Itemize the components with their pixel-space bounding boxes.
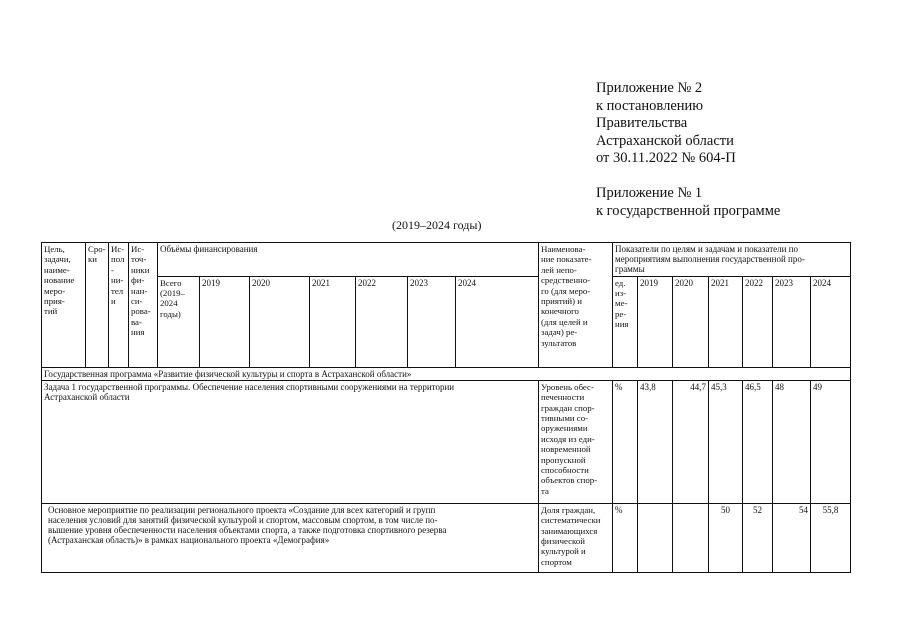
header-indicator-line: зультатов (541, 337, 577, 348)
appendix-2-line: Правительства (596, 115, 688, 131)
main-event-title (42, 503, 539, 572)
header-executors (109, 243, 129, 368)
header-sources-line: точ- (131, 254, 147, 265)
main-event-title-line: вышение уровня обеспеченности населения объектами спорта, а также подготовка спортивного резерва (48, 525, 447, 536)
header-executors-line: тели (111, 285, 124, 307)
header-unit-line: ме- (615, 298, 628, 309)
task-1-title-line: Астраханской области (44, 392, 130, 403)
task-1-value: 43,8 (638, 380, 673, 503)
task-1-indicator-line: печенности (541, 392, 585, 403)
header-funding-year: 2023 (408, 276, 456, 367)
header-indicator-year: 2023 (773, 276, 811, 367)
period-label: (2019–2024 годы) (392, 218, 482, 232)
header-funding-year: 2020 (250, 276, 310, 367)
task-1-value: 49 (811, 380, 851, 503)
header-indicator-year: 2021 (709, 276, 743, 367)
header-funding-total-line: 2024 (160, 298, 178, 309)
main-event-title-line: Основное мероприятие по реализации регионального проекта «Создание для всех категорий и групп (48, 504, 436, 515)
task-1-indicator-line: новременной (541, 444, 591, 455)
main-event-title-line: населения условий для занятий физической культурой и спортом, массовым спортом, в том числе по- (48, 515, 438, 526)
program-title: Государственная программа «Развитие физической культуры и спорта в Астраханской области» (42, 367, 851, 380)
header-sources-line: фи- (131, 275, 145, 286)
header-indicator-line: го (для меро- (541, 285, 591, 296)
task-1-indicator-line: оружениями (541, 423, 588, 434)
header-funding-total-line: Всего (160, 277, 182, 288)
header-indicators-line: граммы (615, 264, 645, 275)
main-event-indicator (539, 503, 613, 572)
header-row-2 (42, 276, 851, 367)
header-sources-line: ния (131, 327, 145, 338)
main-event-indicator-line: культурой и (541, 546, 586, 557)
appendix-2-block (596, 80, 736, 168)
task-1-indicator-line: граждан спор- (541, 402, 595, 413)
header-indicator-line: задач) ре- (541, 327, 578, 338)
header-sources (129, 243, 158, 368)
task-1-row (42, 380, 851, 503)
appendix-2-line: Приложение № 2 (596, 80, 703, 96)
header-funding: Объёмы финансирования (158, 243, 539, 277)
main-event-title-line: (Астраханская область)» в рамках национального проекта «Демография» (48, 535, 330, 546)
header-goal-line: наиме- (44, 264, 70, 275)
task-1-value: 46,5 (743, 380, 773, 503)
header-unit-line: ед. (615, 277, 626, 288)
header-row-1 (42, 243, 851, 277)
header-goal-line: меро- (44, 285, 66, 296)
header-indicator-line: лей непо- (541, 264, 577, 275)
header-sources-line: нан- (131, 285, 148, 296)
program-table (41, 242, 851, 573)
header-indicators-line: мероприятиям выполнения государственной про- (615, 254, 805, 265)
header-goal-line: нование (44, 275, 75, 286)
header-indicator-line: приятий) и (541, 296, 582, 307)
main-event-value (673, 503, 709, 572)
header-goal-line: тий (44, 306, 58, 317)
header-executors-line: ни- (111, 275, 124, 286)
task-1-title (42, 380, 539, 503)
task-1-value: 45,3 (709, 380, 743, 503)
task-1-value: 44,7 (673, 380, 709, 503)
header-indicator-line: конечного (541, 306, 579, 317)
header-indicator-name (539, 243, 613, 368)
header-executors-line: Ис- (111, 244, 125, 254)
header-goal-line: Цель, (44, 244, 65, 254)
header-funding-total (158, 276, 200, 367)
header-indicators (613, 243, 851, 277)
header-sources-line: си- (131, 296, 143, 307)
main-event-value: 52 (743, 503, 773, 572)
header-unit (613, 276, 638, 367)
header-funding-year: 2024 (456, 276, 539, 367)
appendix-1-line: Приложение № 1 (596, 185, 703, 201)
task-1-value: 48 (773, 380, 811, 503)
header-terms-line: Сро- (88, 244, 106, 254)
task-1-title-line: Задача 1 государственной программы. Обеспечение населения спортивными сооружениями на территории (44, 381, 455, 392)
header-funding-total-line: (2019– (160, 288, 185, 299)
header-funding-year: 2021 (310, 276, 356, 367)
main-event-value: 55,8 (811, 503, 851, 572)
header-terms (86, 243, 109, 368)
program-title-row (42, 367, 851, 380)
header-indicator-line: ние показате- (541, 254, 592, 265)
task-1-indicator-line: пропускной (541, 454, 586, 465)
main-event-value: 54 (773, 503, 811, 572)
appendix-2-line: от 30.11.2022 № 604-П (596, 150, 736, 166)
appendix-1-line: к государственной программе (596, 202, 781, 219)
header-indicator-year: 2024 (811, 276, 851, 367)
header-sources-line: ники (131, 264, 150, 275)
main-event-value: 50 (709, 503, 743, 572)
main-event-indicator-line: занимающихся (541, 525, 598, 536)
main-event-indicator-line: физической (541, 536, 585, 547)
header-sources-line: рова- (131, 306, 151, 317)
appendix-1-block (596, 185, 780, 220)
header-sources-line: ва- (131, 316, 142, 327)
header-indicator-year: 2020 (673, 276, 709, 367)
header-funding-total-line: годы) (160, 308, 181, 319)
appendix-2-line: к постановлению (596, 97, 704, 114)
task-1-unit: % (613, 380, 638, 503)
main-event-indicator-line: спортом (541, 556, 572, 567)
header-funding-year: 2019 (200, 276, 250, 367)
header-terms-line: ки (88, 254, 97, 265)
header-goal-line: прия- (44, 296, 65, 307)
header-goal-line: задачи, (44, 254, 71, 265)
header-indicator-year: 2022 (743, 276, 773, 367)
task-1-indicator-line: Уровень обес- (541, 381, 594, 392)
header-unit-line: ния (615, 319, 629, 330)
header-goal (42, 243, 86, 368)
header-executors-line: пол- (111, 254, 125, 275)
header-indicator-line: средственно- (541, 275, 591, 286)
main-event-row (42, 503, 851, 572)
task-1-indicator (539, 380, 613, 503)
task-1-indicator-line: объектов спор- (541, 475, 598, 486)
task-1-indicator-line: тивными со- (541, 413, 589, 424)
main-event-indicator-line: систематически (541, 515, 601, 526)
header-indicator-line: Наименова- (541, 244, 586, 254)
task-1-indicator-line: способности (541, 465, 589, 476)
main-event-unit: % (613, 503, 638, 572)
main-event-indicator-line: Доля граждан, (541, 504, 596, 515)
appendix-2-line: Астраханской области (596, 132, 734, 149)
header-sources-line: Ис- (131, 244, 145, 254)
header-funding-year: 2022 (356, 276, 408, 367)
task-1-indicator-line: та (541, 485, 549, 496)
header-indicator-year: 2019 (638, 276, 673, 367)
header-unit-line: из- (615, 288, 627, 299)
header-indicator-line: (для целей и (541, 316, 588, 327)
task-1-indicator-line: исходя из еди- (541, 433, 595, 444)
header-unit-line: ре- (615, 308, 627, 319)
header-indicators-line: Показатели по целям и задачам и показатели по (615, 244, 799, 254)
main-event-value (638, 503, 673, 572)
